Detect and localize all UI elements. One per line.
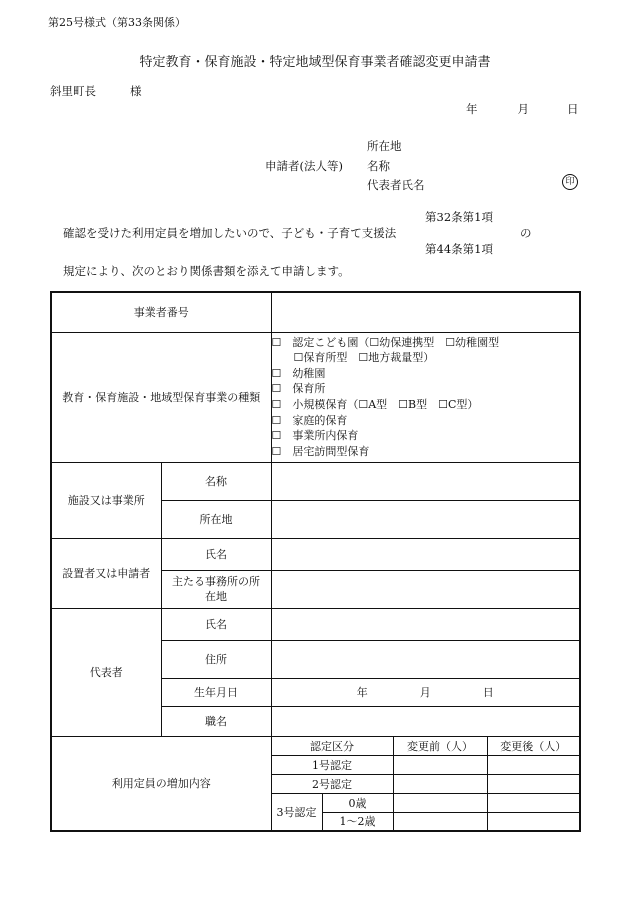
rep-address-field[interactable] xyxy=(271,640,580,678)
facility-address-label: 所在地 xyxy=(161,500,271,538)
date-day: 日 xyxy=(567,102,579,116)
cert-header: 認定区分 xyxy=(271,736,393,755)
addressee xyxy=(50,83,142,99)
cert1-label: 1号認定 xyxy=(271,755,393,774)
age0-after-field[interactable] xyxy=(487,793,580,812)
facility-name-field[interactable] xyxy=(271,462,580,500)
business-no-field[interactable] xyxy=(271,292,580,332)
date-month: 月 xyxy=(517,102,529,116)
facility-address-field[interactable] xyxy=(271,500,580,538)
cert2-after-field[interactable] xyxy=(487,774,580,793)
option-kindergarten[interactable]: ☐ 幼稚園 xyxy=(271,366,326,380)
option-kodomoen[interactable]: ☐ 認定こども園（☐幼保連携型 ☐幼稚園型 xyxy=(271,335,500,349)
date-year: 年 xyxy=(466,102,478,116)
after-header: 変更後（人） xyxy=(487,736,580,755)
article-32: 第32条第1項 xyxy=(425,210,493,224)
facility-type-label: 教育・保育施設・地域型保育事業の種類 xyxy=(51,332,271,462)
age12-label: 1～2歳 xyxy=(322,812,393,831)
age0-label: 0歳 xyxy=(322,793,393,812)
cert2-before-field[interactable] xyxy=(393,774,487,793)
statement-line-2: 規定により、次のとおり関係書類を添えて申請します。 xyxy=(63,264,350,278)
option-nursery[interactable]: ☐ 保育所 xyxy=(271,382,326,396)
age12-after-field[interactable] xyxy=(487,812,580,831)
cert1-after-field[interactable] xyxy=(487,755,580,774)
age0-before-field[interactable] xyxy=(393,793,487,812)
founder-label: 設置者又は申請者 xyxy=(51,538,161,608)
option-small-scale[interactable]: ☐ 小規模保育（☐A型 ☐B型 ☐C型） xyxy=(271,398,479,411)
facility-name-label: 名称 xyxy=(161,462,271,500)
rep-birth-label: 生年月日 xyxy=(161,678,271,706)
cert2-label: 2号認定 xyxy=(271,774,393,793)
option-workplace[interactable]: ☐ 事業所内保育 xyxy=(271,429,359,443)
birth-day: 日 xyxy=(482,686,494,699)
rep-address-label: 住所 xyxy=(161,640,271,678)
statement-particle: の xyxy=(520,226,532,240)
cert1-before-field[interactable] xyxy=(393,755,487,774)
page-title: 特定教育・保育施設・特定地域型保育事業者確認変更申請書 xyxy=(139,55,491,70)
birth-year: 年 xyxy=(356,686,368,699)
founder-office-label: 主たる事務所の所在地 xyxy=(161,570,271,608)
statement-line-1: 確認を受けた利用定員を増加したいので、子ども・子育て支援法 xyxy=(63,226,397,240)
addressee-honorific: 様 xyxy=(130,84,142,98)
business-no-label: 事業者番号 xyxy=(51,292,271,332)
applicant-address-label: 所在地 xyxy=(367,139,402,153)
age12-before-field[interactable] xyxy=(393,812,487,831)
founder-office-field[interactable] xyxy=(271,570,580,608)
founder-name-label: 氏名 xyxy=(161,538,271,570)
representative-label: 代表者 xyxy=(51,608,161,736)
option-home-based[interactable]: ☐ 家庭的保育 xyxy=(271,413,348,427)
seal-mark: 印 xyxy=(562,174,578,190)
applicant-rep-label: 代表者氏名 xyxy=(367,178,425,192)
before-header: 変更前（人） xyxy=(393,736,487,755)
rep-title-label: 職名 xyxy=(161,706,271,736)
article-44: 第44条第1項 xyxy=(425,242,493,256)
applicant-name-label: 名称 xyxy=(367,159,390,173)
cert3-label: 3号認定 xyxy=(271,793,322,831)
rep-name-field[interactable] xyxy=(271,608,580,640)
increase-label: 利用定員の増加内容 xyxy=(51,736,271,831)
form-number: 第25号様式（第33条関係） xyxy=(48,16,186,29)
facility-label: 施設又は事業所 xyxy=(51,462,161,538)
application-table xyxy=(50,291,581,832)
facility-type-options[interactable] xyxy=(271,332,580,462)
applicant-label: 申請者(法人等) xyxy=(265,159,343,173)
birth-month: 月 xyxy=(419,686,431,699)
addressee-name: 斜里町長 xyxy=(50,84,96,98)
rep-name-label: 氏名 xyxy=(161,608,271,640)
application-date xyxy=(466,101,579,117)
option-kodomoen-sub[interactable]: ☐保育所型 ☐地方裁量型） xyxy=(271,351,435,365)
founder-name-field[interactable] xyxy=(271,538,580,570)
rep-birth-field[interactable] xyxy=(271,678,580,706)
rep-title-field[interactable] xyxy=(271,706,580,736)
option-home-visit[interactable]: ☐ 居宅訪問型保育 xyxy=(271,444,370,458)
